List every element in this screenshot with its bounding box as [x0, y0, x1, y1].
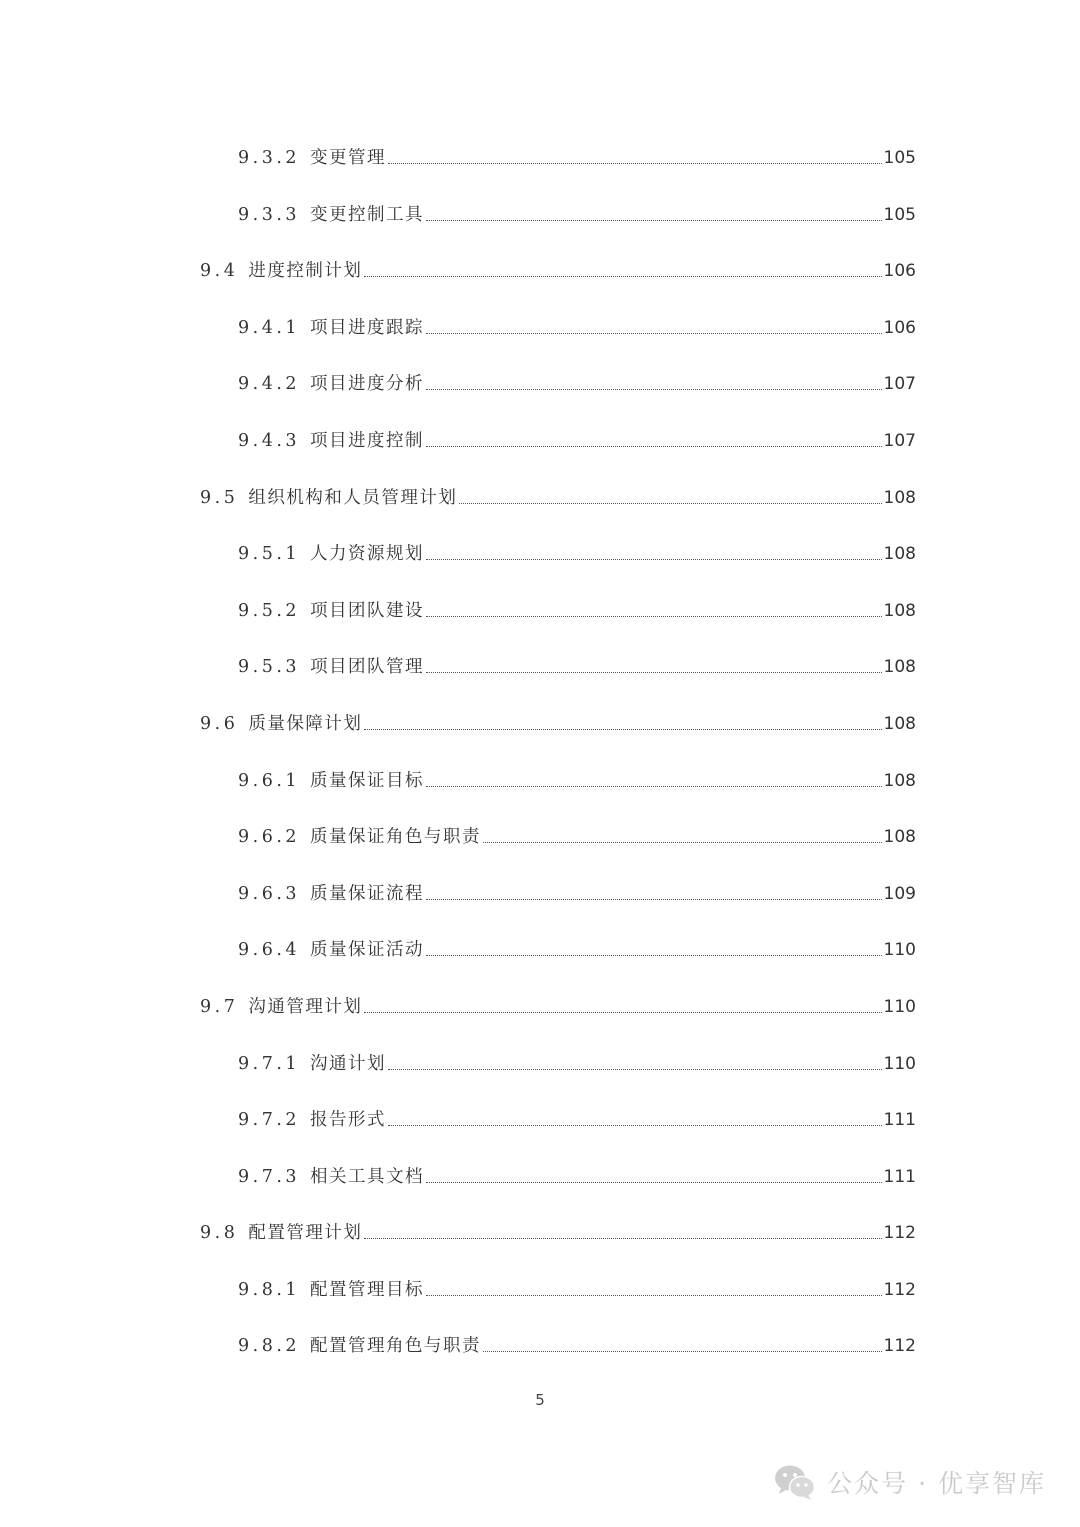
- toc-row[interactable]: [0, 639, 1080, 696]
- toc-page-number: 108: [883, 544, 916, 565]
- toc-page-number: 107: [883, 430, 916, 451]
- toc-section-number: 9.5.2: [238, 600, 301, 621]
- toc-entry[interactable]: [238, 599, 916, 623]
- toc-section-number: 9.8.2: [238, 1336, 301, 1357]
- toc-dot-leader: [426, 786, 882, 787]
- toc-page-number: 108: [883, 600, 916, 621]
- toc-page-number: 105: [883, 204, 916, 225]
- toc-section-number: 9.8.1: [238, 1279, 301, 1300]
- toc-dot-leader: [483, 842, 882, 843]
- toc-section-title: 配置管理角色与职责: [310, 1336, 482, 1357]
- toc-page-number: 108: [883, 657, 916, 678]
- toc-row[interactable]: [0, 356, 1080, 413]
- toc-row[interactable]: [0, 1205, 1080, 1262]
- toc-page-number: 110: [883, 996, 916, 1017]
- toc-section-number: 9.8: [200, 1223, 239, 1244]
- toc-section-title: 人力资源规划: [310, 544, 425, 565]
- toc-page-number: 109: [883, 883, 916, 904]
- toc-entry[interactable]: [238, 203, 916, 227]
- toc-entry[interactable]: [238, 1334, 916, 1358]
- toc-dot-leader: [364, 1012, 881, 1013]
- toc-section-title: 质量保证活动: [310, 940, 425, 961]
- toc-row[interactable]: [0, 1149, 1080, 1206]
- page-number: 5: [535, 1391, 545, 1409]
- toc-section-number: 9.3.3: [238, 204, 301, 225]
- toc-dot-leader: [483, 1351, 882, 1352]
- toc-section-number: 9.7: [200, 996, 239, 1017]
- toc-page-number: 108: [883, 487, 916, 508]
- toc-page-number: 112: [883, 1336, 916, 1357]
- toc-entry[interactable]: [200, 712, 916, 736]
- toc-section-title: 沟通管理计划: [248, 996, 363, 1017]
- toc-dot-leader: [426, 1182, 882, 1183]
- toc-dot-leader: [388, 1069, 882, 1070]
- toc-dot-leader: [364, 729, 881, 730]
- toc-section-title: 质量保证流程: [310, 883, 425, 904]
- toc-dot-leader: [426, 446, 882, 447]
- toc-dot-leader: [388, 1125, 882, 1126]
- toc-page-number: 106: [883, 317, 916, 338]
- toc-section-title: 项目团队管理: [310, 657, 425, 678]
- toc-entry[interactable]: [238, 1278, 916, 1302]
- toc-section-title: 质量保障计划: [248, 713, 363, 734]
- toc-row[interactable]: [0, 130, 1080, 187]
- toc-dot-leader: [426, 333, 882, 334]
- toc-row[interactable]: [0, 696, 1080, 753]
- toc-dot-leader: [364, 1238, 881, 1239]
- watermark: [773, 1462, 1046, 1502]
- toc-section-title: 沟通计划: [310, 1053, 387, 1074]
- toc-row[interactable]: [0, 413, 1080, 470]
- toc-row[interactable]: [0, 809, 1080, 866]
- toc-section-title: 项目进度跟踪: [310, 317, 425, 338]
- toc-row[interactable]: [0, 187, 1080, 244]
- toc-section-title: 报告形式: [310, 1110, 387, 1131]
- toc-page-number: 108: [883, 770, 916, 791]
- toc-section-title: 项目进度分析: [310, 374, 425, 395]
- toc-row[interactable]: [0, 866, 1080, 923]
- toc-dot-leader: [426, 559, 882, 560]
- toc-entry[interactable]: [200, 995, 916, 1019]
- toc-section-title: 配置管理目标: [310, 1279, 425, 1300]
- toc-dot-leader: [426, 672, 882, 673]
- toc-row[interactable]: [0, 300, 1080, 357]
- toc-row[interactable]: [0, 979, 1080, 1036]
- toc-entry[interactable]: [200, 259, 916, 283]
- toc-section-number: 9.4.2: [238, 374, 301, 395]
- toc-row[interactable]: [0, 470, 1080, 527]
- toc-dot-leader: [388, 163, 882, 164]
- toc-section-title: 项目进度控制: [310, 430, 425, 451]
- toc-dot-leader: [426, 616, 882, 617]
- toc-entry[interactable]: [238, 938, 916, 962]
- toc-section-number: 9.6.3: [238, 883, 301, 904]
- toc-page-number: 111: [883, 1110, 916, 1131]
- toc-entry[interactable]: [238, 825, 916, 849]
- toc-section-number: 9.6: [200, 713, 239, 734]
- toc-page-number: 108: [883, 713, 916, 734]
- toc-row[interactable]: [0, 583, 1080, 640]
- toc-section-number: 9.6.2: [238, 827, 301, 848]
- toc-entry[interactable]: [200, 1221, 916, 1245]
- toc-page-number: 112: [883, 1223, 916, 1244]
- toc-section-number: 9.7.2: [238, 1110, 301, 1131]
- wechat-icon: [773, 1462, 817, 1502]
- toc-section-number: 9.5.1: [238, 544, 301, 565]
- toc-entry[interactable]: [238, 316, 916, 340]
- toc-section-number: 9.4.3: [238, 430, 301, 451]
- toc-page-number: 110: [883, 940, 916, 961]
- toc-section-title: 质量保证目标: [310, 770, 425, 791]
- toc-entry[interactable]: [238, 372, 916, 396]
- toc-entry[interactable]: [238, 655, 916, 679]
- toc-page-number: 107: [883, 374, 916, 395]
- toc-section-number: 9.4: [200, 261, 239, 282]
- watermark-text: 公众号 · 优享智库: [827, 1469, 1046, 1498]
- toc-section-number: 9.3.2: [238, 148, 301, 168]
- toc-section-number: 9.6.4: [238, 940, 301, 961]
- toc-page-number: 108: [883, 827, 916, 848]
- toc-section-title: 组织机构和人员管理计划: [248, 487, 458, 508]
- toc-section-title: 配置管理计划: [248, 1223, 363, 1244]
- toc-section-title: 相关工具文档: [310, 1166, 425, 1187]
- toc-dot-leader: [426, 389, 882, 390]
- toc-section-number: 9.7.1: [238, 1053, 301, 1074]
- toc-page-number: 106: [883, 261, 916, 282]
- toc-row[interactable]: [0, 1262, 1080, 1319]
- toc-row[interactable]: [0, 1036, 1080, 1093]
- toc-entry[interactable]: [238, 429, 916, 453]
- toc-dot-leader: [426, 899, 882, 900]
- toc-dot-leader: [426, 955, 882, 956]
- toc-entry[interactable]: [238, 882, 916, 906]
- toc-entry[interactable]: [238, 1052, 916, 1076]
- toc-entry[interactable]: [200, 486, 916, 510]
- toc-section-title: 进度控制计划: [248, 261, 363, 282]
- toc-entry[interactable]: [238, 1165, 916, 1189]
- toc-row[interactable]: [0, 243, 1080, 300]
- toc-dot-leader: [364, 276, 881, 277]
- toc-section-title: 变更控制工具: [310, 204, 425, 225]
- toc-page-number: 110: [883, 1053, 916, 1074]
- toc-entry[interactable]: [238, 769, 916, 793]
- toc-page-number: 111: [883, 1166, 916, 1187]
- toc-section-number: 9.4.1: [238, 317, 301, 338]
- toc-section-title: 质量保证角色与职责: [310, 827, 482, 848]
- toc-section-number: 9.5: [200, 487, 239, 508]
- toc-dot-leader: [459, 503, 881, 504]
- toc-section-title: 变更管理: [310, 148, 387, 168]
- toc-section-number: 9.7.3: [238, 1166, 301, 1187]
- toc-dot-leader: [426, 1295, 882, 1296]
- toc-row[interactable]: [0, 1092, 1080, 1149]
- toc-row[interactable]: [0, 753, 1080, 810]
- table-of-contents: [0, 130, 1080, 1375]
- toc-row[interactable]: [0, 1318, 1080, 1375]
- toc-entry[interactable]: [238, 1108, 916, 1132]
- toc-entry[interactable]: [238, 146, 916, 170]
- toc-entry[interactable]: [238, 542, 916, 566]
- toc-section-number: 9.6.1: [238, 770, 301, 791]
- toc-row[interactable]: [0, 526, 1080, 583]
- toc-section-number: 9.5.3: [238, 657, 301, 678]
- toc-row[interactable]: [0, 922, 1080, 979]
- toc-section-title: 项目团队建设: [310, 600, 425, 621]
- toc-dot-leader: [426, 220, 882, 221]
- toc-page-number: 112: [883, 1279, 916, 1300]
- toc-page-number: 105: [883, 148, 916, 168]
